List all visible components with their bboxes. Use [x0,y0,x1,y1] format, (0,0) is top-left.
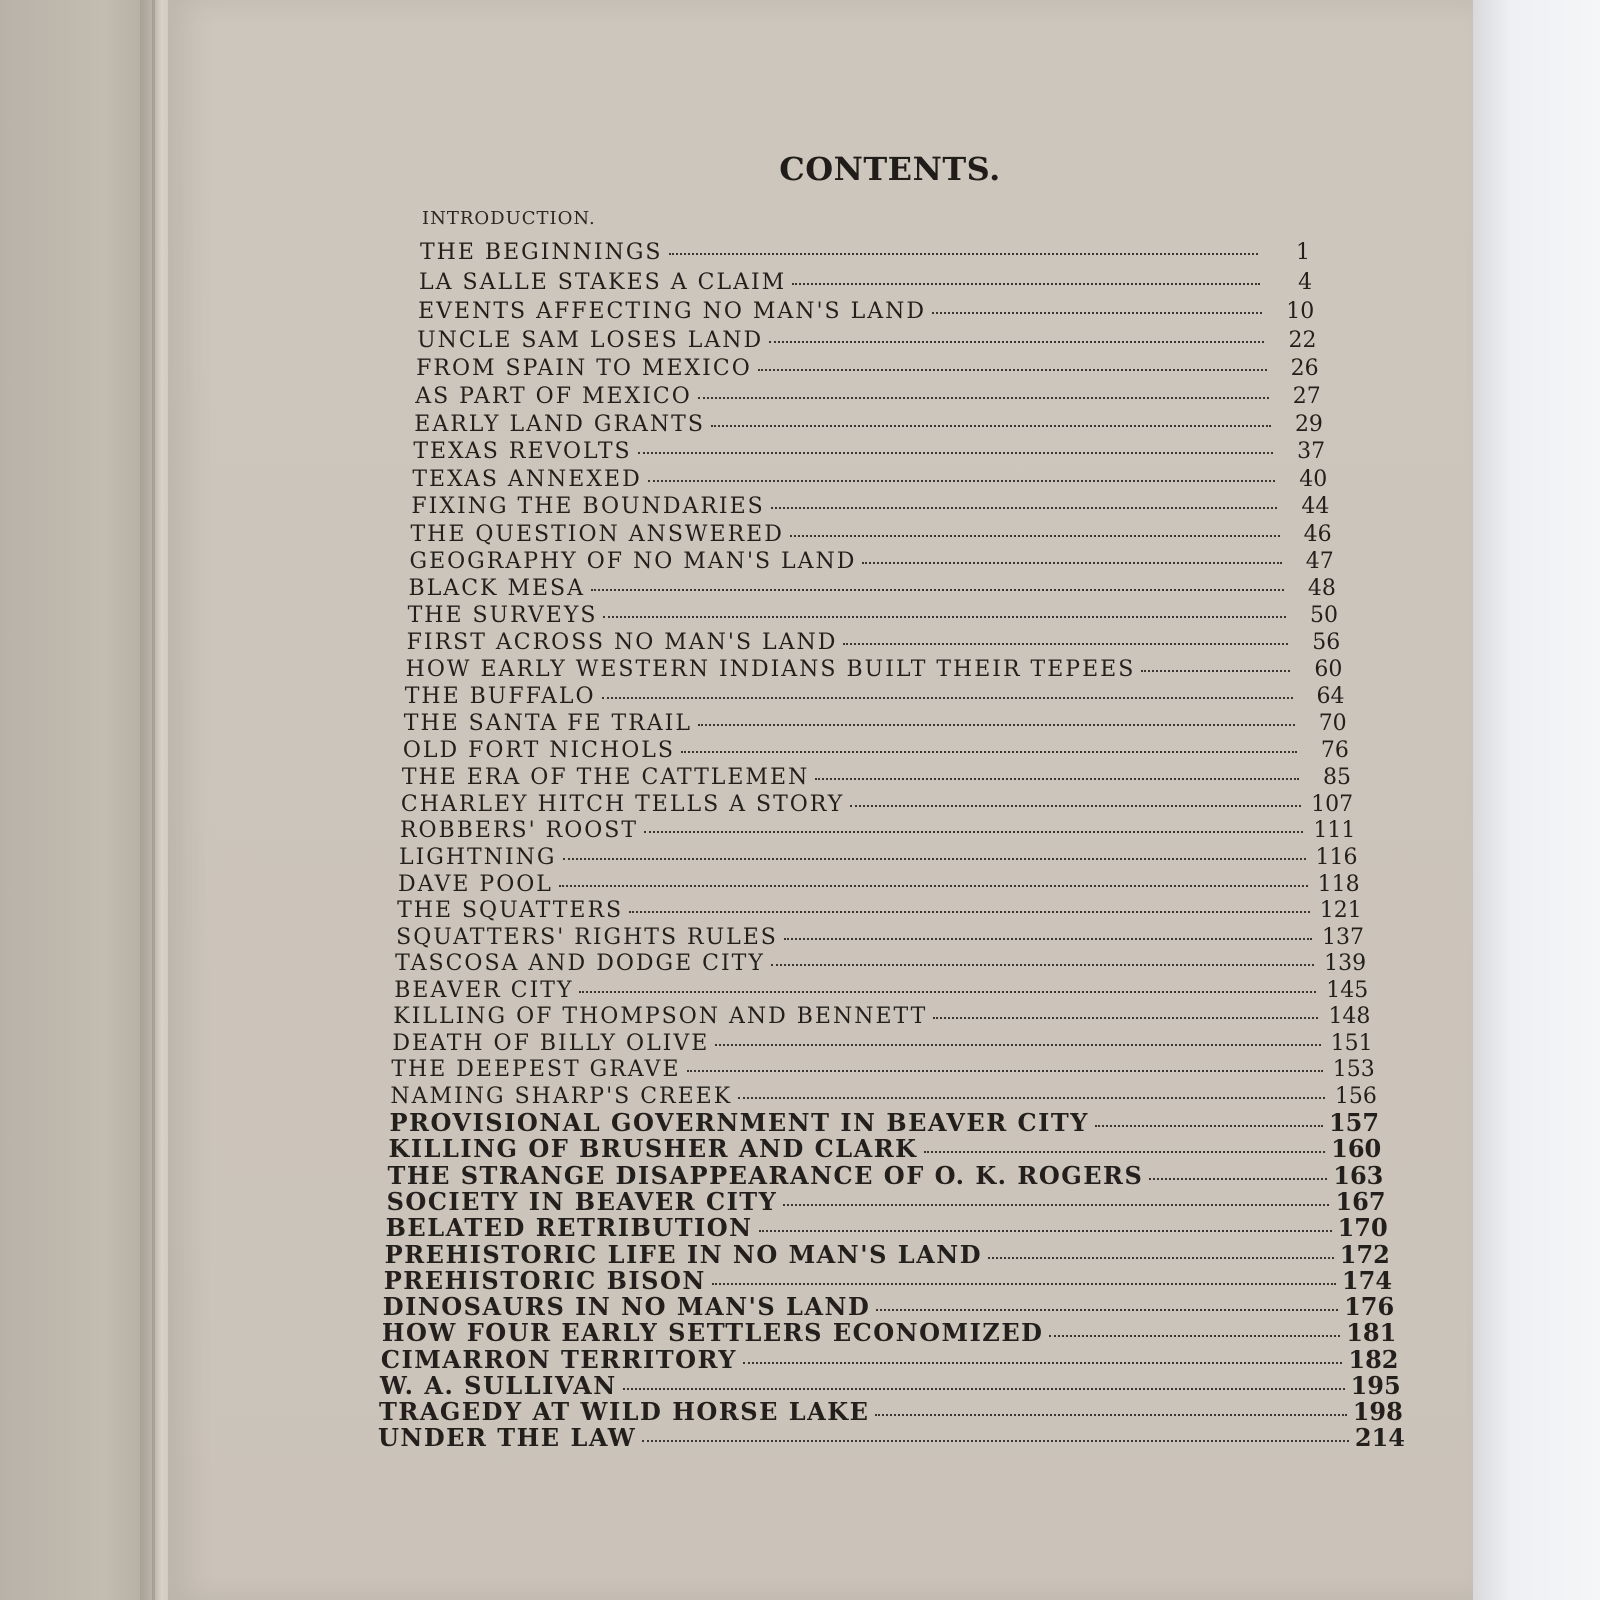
toc-entry [404,711,1347,737]
toc-entry [392,1031,1372,1057]
toc-entry-page: 137 [1321,924,1364,950]
toc-entry-title: BEAVER CITY [394,977,574,1003]
toc-entry-page: 170 [1337,1213,1388,1243]
toc-entry-title: UNDER THE LAW [378,1423,637,1452]
toc-entry [387,1160,1384,1190]
toc-entry-page: 181 [1346,1318,1397,1348]
toc-entry-title: CIMARRON TERRITORY [380,1344,737,1374]
toc-entry [386,1215,1388,1241]
dot-leader [815,778,1299,780]
toc-entry [402,765,1351,791]
toc-entry-title: ROBBERS' ROOST [399,818,639,844]
toc-entry-title: HOW FOUR EARLY SETTLERS ECONOMIZED [381,1318,1044,1348]
toc-entry-page: 27 [1292,383,1321,409]
toc-entry-title: THE DEEPEST GRAVE [391,1057,681,1083]
dot-leader [638,452,1273,454]
toc-entry-title: FROM SPAIN TO MEXICO [416,355,752,381]
toc-entry-page: 29 [1294,411,1323,437]
toc-entry [415,384,1321,410]
toc-entry-page: 163 [1333,1160,1384,1190]
toc-entry-page: 107 [1311,791,1354,817]
toc-entry-page: 37 [1297,439,1326,465]
toc-entry [412,467,1327,493]
toc-entry-title: TEXAS ANNEXED [412,466,642,492]
toc-entry-page: 10 [1286,299,1315,325]
toc-entry [397,898,1362,924]
toc-entry-page: 111 [1313,818,1356,844]
toc-entry-page: 151 [1330,1030,1373,1056]
toc-entry [383,1265,1393,1295]
dot-leader [850,805,1301,807]
toc-entry [389,1136,1382,1162]
toc-entry-title: THE QUESTION ANSWERED [410,521,784,547]
toc-entry [378,1396,1403,1426]
dot-leader [792,283,1260,285]
toc-entry-page: 56 [1312,630,1341,656]
dot-leader [790,535,1280,537]
toc-entry [400,818,1355,844]
toc-entry-page: 64 [1316,684,1345,710]
dot-leader [1149,1178,1327,1180]
toc-entry-page: 214 [1354,1423,1405,1452]
dot-leader [669,253,1259,255]
dot-leader [563,858,1306,860]
page-title: CONTENTS. [779,150,1001,188]
toc-entry [420,240,1310,266]
dot-leader [875,1414,1346,1416]
toc-entry-page: 118 [1317,871,1360,897]
toc-entry-title: EVENTS AFFECTING NO MAN'S LAND [418,299,927,325]
toc-entry-title: HOW EARLY WESTERN INDIANS BUILT THEIR TEPEES [405,657,1136,683]
toc-entry [408,603,1338,629]
toc-entry-page: 198 [1352,1396,1403,1426]
dot-leader [687,1070,1323,1072]
toc-entry-page: 195 [1350,1370,1401,1400]
toc-entry-page: 44 [1301,494,1330,520]
toc-entry [393,1004,1370,1030]
toc-entry [403,738,1349,764]
toc-entry [383,1294,1394,1320]
dot-leader [783,1204,1329,1206]
toc-entry-page: 22 [1288,327,1317,353]
toc-entry-title: BLACK MESA [408,576,586,602]
dot-leader [712,1283,1336,1285]
toc-entry-page: 70 [1318,711,1347,737]
dot-leader [1095,1125,1323,1127]
toc-entry-title: UNCLE SAM LOSES LAND [417,327,764,353]
toc-entry-title: DEATH OF BILLY OLIVE [392,1030,710,1056]
dot-leader [602,697,1293,699]
toc-entry-title: SOCIETY IN BEAVER CITY [386,1187,778,1217]
toc-entry [379,1370,1401,1400]
toc-entry-page: 176 [1344,1292,1395,1322]
toc-entry-page: 174 [1341,1265,1393,1295]
toc-entry-page: 60 [1314,657,1343,683]
toc-entry [414,412,1323,438]
toc-entry-title: KILLING OF THOMPSON AND BENNETT [393,1004,928,1030]
dot-leader [623,1388,1345,1390]
dot-leader [759,1230,1332,1232]
dot-leader [933,1017,1318,1019]
toc-entry [399,845,1358,871]
toc-entry-title: SQUATTERS' RIGHTS RULES [396,924,778,950]
toc-entry [411,494,1329,520]
dot-leader [579,991,1316,993]
dot-leader [769,341,1264,343]
toc-entry-title: THE SQUATTERS [397,898,624,924]
toc-entry [384,1239,1390,1269]
dot-leader [784,938,1312,940]
toc-entry-title: THE SANTA FE TRAIL [403,711,692,737]
dot-leader [743,1362,1343,1364]
toc-entry [380,1344,1399,1374]
toc-entry-page: 26 [1290,355,1319,381]
toc-entry-title: PROVISIONAL GOVERNMENT IN BEAVER CITY [389,1108,1089,1138]
dot-leader [932,312,1262,314]
toc-entry-page: 148 [1328,1004,1371,1030]
toc-entry-page: 116 [1315,844,1358,870]
toc-entry-title: THE ERA OF THE CATTLEMEN [401,764,810,790]
dot-leader [603,616,1286,618]
dot-leader [843,643,1288,645]
toc-entry [409,576,1336,602]
toc-entry [418,299,1314,325]
toc-entry-page: 48 [1307,576,1336,602]
toc-entry-page: 50 [1310,603,1339,629]
dot-leader [711,425,1271,427]
dot-leader [715,1044,1320,1046]
toc-entry [419,270,1312,296]
toc-entry [401,792,1353,818]
toc-entry [378,1425,1405,1451]
dot-leader [642,1440,1349,1442]
toc-entry-page: 85 [1323,764,1352,790]
dot-leader [559,885,1308,887]
toc-entry-title: DINOSAURS IN NO MAN'S LAND [382,1292,871,1322]
dot-leader [876,1309,1338,1311]
toc-entry-title: FIXING THE BOUNDARIES [411,494,765,520]
toc-entry-title: NAMING SHARP'S CREEK [390,1083,733,1109]
toc-entry-title: AS PART OF MEXICO [415,383,692,409]
toc-entry-title: DAVE POOL [398,871,553,897]
toc-entry [390,1084,1377,1110]
toc-entry-title: TASCOSA AND DODGE CITY [395,951,765,977]
dot-leader [738,1097,1325,1099]
dot-leader [644,831,1303,833]
toc-entry-page: 167 [1335,1187,1386,1217]
toc-entry-title: W. A. SULLIVAN [379,1370,617,1400]
toc-entry-page: 76 [1320,737,1349,763]
toc-entry-page: 40 [1299,466,1328,492]
toc-entry-title: THE SURVEYS [407,603,598,629]
toc-entry [416,356,1318,382]
dot-leader [862,562,1281,564]
dot-leader [771,964,1314,966]
toc-entry-page: 156 [1334,1083,1377,1109]
toc-entry-title: FIRST ACROSS NO MAN'S LAND [406,630,838,656]
toc-entry-page: 139 [1324,951,1367,977]
toc-entry-title: PREHISTORIC LIFE IN NO MAN'S LAND [384,1239,982,1269]
toc-entry-title: GEOGRAPHY OF NO MAN'S LAND [409,548,857,574]
dot-leader [648,480,1276,482]
toc-entry-page: 121 [1319,898,1362,924]
dot-leader [1049,1335,1340,1337]
toc-entry [389,1110,1379,1136]
toc-entry-title: TRAGEDY AT WILD HORSE LAKE [378,1396,870,1426]
toc-entry [387,1189,1386,1215]
introduction-heading: INTRODUCTION. [422,208,596,229]
dot-leader [698,397,1269,399]
toc-entry-title: OLD FORT NICHOLS [402,737,675,763]
toc-entry-page: 4 [1298,270,1313,296]
dot-leader [629,911,1310,913]
toc-entry-page: 160 [1331,1134,1382,1164]
dot-leader [591,589,1284,591]
toc-entry-title: LA SALLE STAKES A CLAIM [419,270,787,296]
toc-entry-title: THE STRANGE DISAPPEARANCE OF O. K. ROGERS [387,1160,1144,1190]
toc-entry [396,925,1364,951]
toc-entry [407,630,1341,656]
dot-leader [1141,670,1290,672]
toc-entry [417,328,1316,354]
toc-entry-page: 46 [1303,521,1332,547]
dot-leader [924,1151,1326,1153]
toc-entry-page: 47 [1305,548,1334,574]
toc-entry-page: 172 [1339,1239,1390,1269]
toc-entry-title: KILLING OF BRUSHER AND CLARK [388,1134,918,1164]
dot-leader [771,507,1278,509]
toc-entry [382,1320,1397,1346]
toc-entry [391,1057,1374,1083]
dot-leader [698,724,1295,726]
toc-entry-page: 157 [1328,1108,1380,1138]
toc-entry [405,684,1345,710]
dot-leader [988,1257,1334,1259]
dot-leader [758,369,1267,371]
toc-entry-title: CHARLEY HITCH TELLS A STORY [400,791,845,817]
toc-entry-page: 182 [1348,1344,1399,1374]
toc-entry-title: TEXAS REVOLTS [413,439,632,465]
toc-entry-title: BELATED RETRIBUTION [385,1213,753,1243]
toc-entry [394,978,1368,1004]
toc-entry-page: 153 [1332,1057,1375,1083]
toc-entry-title: LIGHTNING [399,844,557,870]
toc-entry [410,549,1334,575]
toc-entry [406,657,1343,683]
toc-entry-title: PREHISTORIC BISON [383,1265,706,1295]
dot-leader [681,751,1297,753]
toc-entry [410,522,1331,548]
toc-entry [395,951,1366,977]
toc-entry-page: 1 [1296,240,1310,265]
toc-entry-page: 145 [1326,977,1369,1003]
toc-entry-title: THE BUFFALO [404,684,596,710]
toc-entry-title: THE BEGINNINGS [420,240,663,265]
toc-entry [413,439,1325,465]
toc-entry-title: EARLY LAND GRANTS [414,411,705,437]
toc-entry [398,872,1360,898]
